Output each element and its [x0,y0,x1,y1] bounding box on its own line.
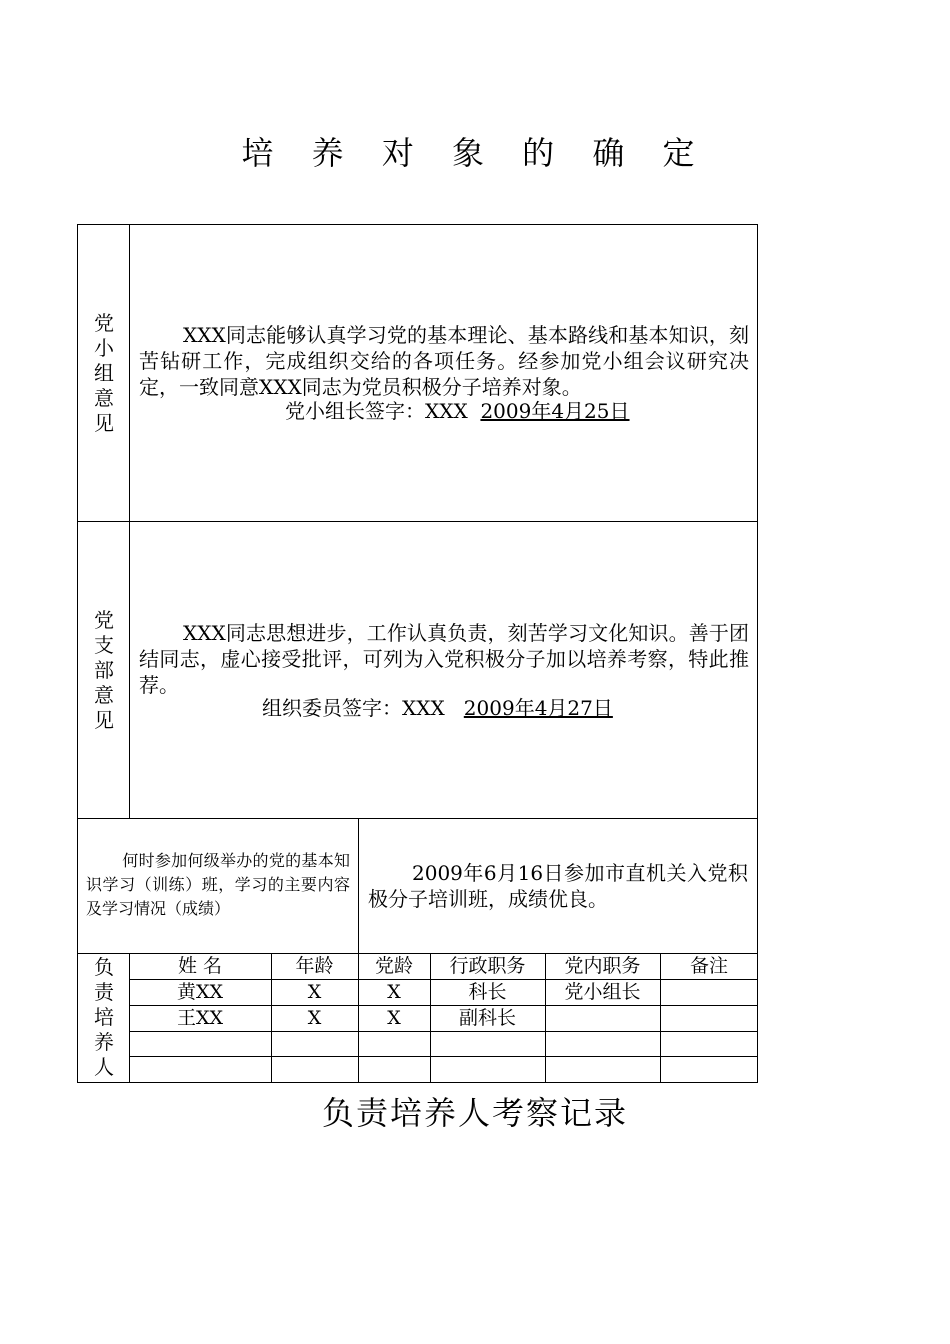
page-title: 培 养 对 象 的 确 定 [241,134,709,172]
table-cell [660,1031,758,1056]
table-cell [430,1056,545,1082]
training-question: 何时参加何级举办的党的基本知识学习（训练）班，学习的主要内容及学习情况（成绩） [86,851,350,918]
table-header-cell: 行政职务 [449,955,526,977]
table-cell: 副科长 [458,1007,516,1029]
table-cell [129,1031,271,1056]
table-cell: X [387,981,401,1003]
table-cell [660,979,758,1005]
table-cell [129,1056,271,1082]
table-header-cell: 年龄 [295,955,334,977]
table-header-cell: 姓 名 [177,955,223,977]
table-cell [545,1031,660,1056]
table-cell: X [307,981,322,1003]
table-header-cell: 党内职务 [564,955,641,977]
table-cell [660,1056,758,1082]
table-cell [660,1005,758,1031]
table-cell [271,1031,358,1056]
table-cell: X [307,1007,322,1029]
group-opinion-signature: 党小组长签字：XXX 2009年4月25日 [285,399,630,423]
table-cell: 党小组长 [564,981,641,1003]
trainers-label: 负责培养人 [94,955,114,1079]
table-cell: 黄XX [176,981,224,1003]
group-opinion-text: XXX同志能够认真学习党的基本理论、基本路线和基本知识，刻苦钻研工作，完成组织交给的各项任务。经参加党小组会议研究决定，一致同意XXX同志为党员积极分子培养对象。 [139,323,749,399]
section-subtitle: 负责培养人考察记录 [321,1094,628,1132]
table-cell [430,1031,545,1056]
table-cell [358,1056,430,1082]
table-cell: X [387,1007,401,1029]
table-cell [271,1056,358,1082]
table-cell: 科长 [468,981,507,1003]
table-cell [545,1005,660,1031]
training-answer: 2009年6月16日参加市直机关入党积极分子培训班，成绩优良。 [368,861,748,911]
table-cell [545,1056,660,1082]
branch-opinion-signature: 组织委员签字：XXX 2009年4月27日 [262,696,613,720]
table-header-cell: 党龄 [374,955,413,977]
table-cell [358,1031,430,1056]
table-cell: 王XX [176,1007,224,1029]
branch-opinion-label: 党支部意见 [94,608,114,732]
branch-opinion-text: XXX同志思想进步，工作认真负责，刻苦学习文化知识。善于团结同志，虚心接受批评，可列为入党积极分子加以培养考察，特此推荐。 [139,621,749,697]
group-opinion-label: 党小组意见 [94,311,114,435]
table-header-cell: 备注 [689,955,728,977]
